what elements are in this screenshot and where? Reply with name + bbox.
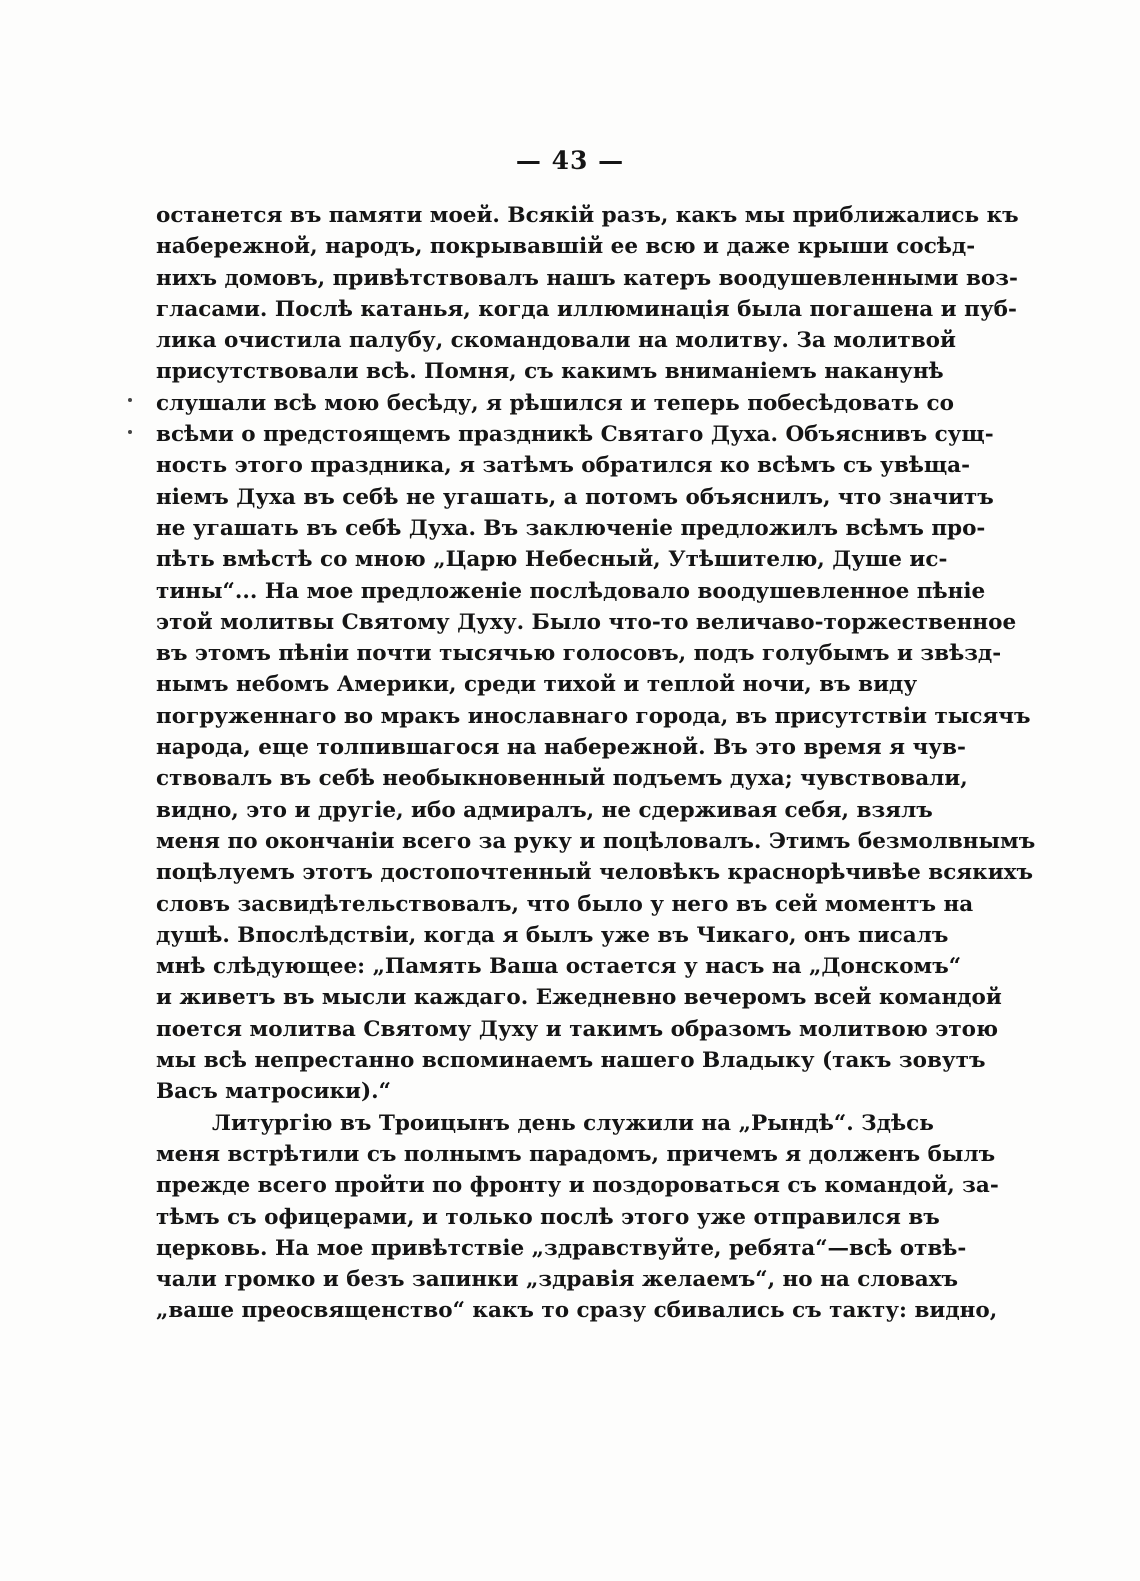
text-line: душѣ. Впослѣдствіи, когда я былъ уже въ Чикаго, онъ писалъ (156, 922, 949, 948)
text-line: церковь. На мое привѣтствіе „здравствуйте, ребята“—всѣ отвѣ- (156, 1235, 967, 1261)
text-line: поцѣлуемъ этотъ достопочтенный человѣкъ краснорѣчивѣе всякихъ (156, 860, 1033, 886)
text-line: этой молитвы Святому Духу. Было что-то величаво-торжественное (156, 609, 1017, 635)
text-line: чали громко и безъ запинки „здравія желаемъ“, но на словахъ (156, 1267, 959, 1293)
text-line: мнѣ слѣдующее: „Память Ваша остается у насъ на „Донскомъ“ (156, 954, 962, 980)
text-line: въ этомъ пѣніи почти тысячью голосовъ, подъ голубымъ и звѣзд- (156, 641, 1002, 667)
text-line: лика очистила палубу, скомандовали на молитву. За молитвой (156, 328, 956, 354)
text-line: ствовалъ въ себѣ необыкновенный подъемъ духа; чувствовали, (156, 766, 968, 792)
text-line: нымъ небомъ Америки, среди тихой и теплой ночи, въ виду (156, 672, 918, 698)
text-line: всѣми о предстоящемъ праздникѣ Святаго Духа. Объяснивъ сущ- (156, 422, 994, 448)
text-line: видно, это и другіе, ибо адмиралъ, не сдерживая себя, взялъ (156, 797, 933, 823)
margin-mark (128, 398, 132, 402)
text-line: пѣть вмѣстѣ со мною „Царю Небесный, Утѣшителю, Душе ис- (156, 547, 948, 573)
text-line: Литургію въ Троицынъ день служили на „Рындѣ“. Здѣсь (212, 1110, 934, 1136)
text-line: Васъ матросики).“ (156, 1079, 392, 1105)
body-text (156, 200, 1036, 1327)
text-line: ніемъ Духа въ себѣ не угашать, а потомъ объяснилъ, что значитъ (156, 484, 994, 510)
text-line: тины“... На мое предложеніе послѣдовало воодушевленное пѣніе (156, 578, 986, 604)
text-line: народа, еще толпившагося на набережной. Въ это время я чув- (156, 735, 966, 761)
text-line: присутствовали всѣ. Помня, съ какимъ вниманіемъ наканунѣ (156, 359, 944, 385)
paragraph (156, 200, 1036, 1108)
text-line: не угашать въ себѣ Духа. Въ заключеніе предложилъ всѣмъ про- (156, 515, 986, 541)
text-line: ность этого праздника, я затѣмъ обратился ко всѣмъ съ увѣща- (156, 453, 970, 479)
text-line: набережной, народъ, покрывавшій ее всю и даже крыши сосѣд- (156, 234, 976, 260)
text-line: поется молитва Святому Духу и такимъ образомъ молитвою этою (156, 1016, 999, 1042)
text-line: слушали всѣ мою бесѣду, я рѣшился и теперь побесѣдовать со (156, 390, 954, 416)
text-line: меня по окончаніи всего за руку и поцѣловалъ. Этимъ безмолвнымъ (156, 828, 1036, 854)
text-line: словъ засвидѣтельствовалъ, что было у него въ сей моментъ на (156, 891, 974, 917)
text-line: „ваше преосвященство“ какъ то сразу сбивались съ такту: видно, (156, 1298, 998, 1324)
text-line: мы всѣ непрестанно вспоминаемъ нашего Владыку (такъ зовутъ (156, 1048, 986, 1074)
margin-mark (128, 430, 132, 434)
text-line: тѣмъ съ офицерами, и только послѣ этого уже отправился въ (156, 1204, 940, 1230)
text-line: нихъ домовъ, привѣтствовалъ нашъ катеръ воодушевленными воз- (156, 265, 1018, 291)
text-line: меня встрѣтили съ полнымъ парадомъ, причемъ я долженъ былъ (156, 1141, 996, 1167)
page-number: — 43 — (515, 146, 625, 175)
text-line: и живетъ въ мысли каждаго. Ежедневно вечеромъ всей командой (156, 985, 1002, 1011)
text-line: гласами. Послѣ катанья, когда иллюминація была погашена и пуб- (156, 296, 1017, 322)
text-line: прежде всего пройти по фронту и поздороваться съ командой, за- (156, 1173, 999, 1199)
paragraph (156, 1108, 999, 1327)
text-line: погруженнаго во мракъ инославнаго города, въ присутствіи тысячъ (156, 703, 1031, 729)
text-line: останется въ памяти моей. Всякій разъ, какъ мы приближались къ (156, 203, 1019, 228)
